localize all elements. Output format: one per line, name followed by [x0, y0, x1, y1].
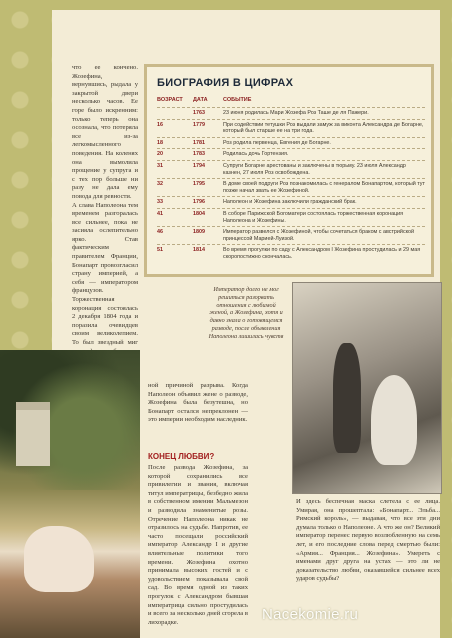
- header-age: ВОЗРАСТ: [157, 97, 183, 103]
- engraving-caption: Император долго не мог решиться разорвать отношения с любимой женой, а Жозефина, хотя и давно знала о готовящемся разводе, после объявления Наполеона лишилась чувств: [208, 286, 284, 340]
- timeline-box: [144, 64, 434, 277]
- left-column-text: что ее кончено. Жозефина, вернувшись, рыдала у закрытой двери несколько часов. Ее горе было искренним: только теперь она осознала, что потеряла все из-за легкомысленного поведения. На коленях она вымолила прощение у супруга и с тех пор больше ни разу не дала ему повода для ревности. А слава Наполеона тем временем разгоралась все сильнее, пока не засияла ослепительно ярко. Став фактическим правителем Франции, Бонапарт провозгласил страну империей, а себя — императором французов. Торжественная коронация состоялась 2 декабря 1804 года и поразила очевидцев своим великолепием. То был звездный миг: [72, 64, 138, 346]
- timeline-row: [157, 137, 425, 149]
- row-event: 23 июня родилась Мари Жозефа Роз Таше де ля Пажери.: [223, 110, 369, 116]
- painting-temple: [16, 402, 50, 466]
- mid-column-top-text: ной причиной разрыва. Когда Наполеон объявил жене о разводе, Жозефина была безутешна, но Бонапарт остался непреклонен — это империи необходим наследник.: [148, 382, 248, 424]
- row-age: 31: [157, 162, 163, 169]
- row-event: Роз родила первенца, Евгения де Богарне.: [223, 139, 331, 146]
- row-age: 46: [157, 229, 163, 236]
- napoleon-figure: [333, 343, 361, 453]
- timeline-title: БИОГРАФИЯ В ЦИФРАХ: [157, 77, 294, 89]
- josephine-figure: [371, 375, 417, 465]
- row-date: 1763: [193, 110, 205, 116]
- row-date: 1804: [193, 210, 205, 217]
- row-event: Родилась дочь Гортензия.: [223, 151, 289, 158]
- row-date: 1809: [193, 229, 205, 236]
- row-date: 1794: [193, 162, 205, 169]
- timeline-row: [157, 226, 425, 244]
- timeline-row: [157, 148, 425, 160]
- row-date: 1783: [193, 151, 205, 158]
- header-date: ДАТА: [193, 97, 208, 103]
- row-event: В доме своей подруги Роз познакомилась с генералом Бонапартом, который тут позже начал звать ее Жозефиной.: [223, 181, 425, 194]
- timeline-row: [157, 107, 425, 119]
- header-event: СОБЫТИЕ: [223, 97, 252, 103]
- row-event: Император развелся с Жозефиной, чтобы сочетаться браком с австрийской принцессой Марией-Луизой.: [223, 229, 415, 242]
- row-event: При содействии тетушки Роз выдали замуж за виконта Александра де Богарне, который был старше ее на три года.: [223, 121, 424, 135]
- timeline-row: [157, 196, 425, 208]
- row-date: 1781: [193, 139, 205, 146]
- timeline-row: [157, 208, 425, 226]
- timeline-rows: [157, 107, 425, 263]
- row-age: 41: [157, 210, 163, 217]
- timeline-row: [157, 160, 425, 178]
- section-heading: КОНЕЦ ЛЮБВИ?: [148, 452, 215, 461]
- timeline-row: [157, 244, 425, 262]
- site-watermark: Nacekomie.ru: [262, 606, 359, 623]
- row-date: 1814: [193, 247, 205, 254]
- row-date: 1795: [193, 181, 205, 188]
- row-age: 51: [157, 247, 163, 254]
- right-column-text: И здесь беспечная маска слетела с ее лица. Умирая, она прошептала: «Бонапарт... Эльба... Римский король», — выдавая, что все эти дни думала только о Наполеоне. А что же он? Великий император перенес первую возлюбленную на семь лет, и его последние слова перед смертью были: «Армия... Франция... Жозефина». Умереть с именами друг друга на устах — это ли не доказательство любви, оказавшейся сильнее всех ударов судьбы?: [296, 498, 440, 583]
- engraving-image: [292, 282, 442, 494]
- row-age: 18: [157, 139, 163, 146]
- painting-lady: [24, 526, 94, 592]
- row-event: В соборе Парижской Богоматери состоялась торжественная коронация Наполеона и Жозефины.: [223, 210, 404, 224]
- row-age: 16: [157, 121, 163, 128]
- row-date: 1796: [193, 199, 205, 206]
- timeline-row: [157, 119, 425, 137]
- row-date: 1779: [193, 121, 205, 128]
- row-age: 32: [157, 181, 163, 188]
- garden-painting-image: [0, 350, 140, 638]
- row-event: Наполеон и Жозефина заключили гражданский брак.: [223, 199, 357, 206]
- row-age: 33: [157, 199, 163, 206]
- row-age: 20: [157, 151, 163, 158]
- row-event: Супруги Богарне арестованы и заключены в тюрьму. 23 июля Александр казнен, 27 июля Роз освобождена.: [223, 162, 406, 176]
- mid-column-text: После развода Жозефина, за которой сохранились все привилегии и звания, включая титул императрицы, безбедно жила в собственном имении Мальмезон и разводила знаменитые розы. Отречение Наполеона никак не отразилось на судьбе. Напротив, ее часто посещали российский император Александр I и другие влиятельные политики того времени. Жозефина охотно принимала высоких гостей и с удовольствием показывала свой сад. Во время одной из таких прогулок с Александром бывшая императрица сильно простудилась и всего за несколько дней сгорела в лихорадке.: [148, 464, 248, 626]
- timeline-row: [157, 178, 425, 196]
- row-event: Во время прогулки по саду с Александром I Жозефина простудилась и 29 мая скоропостижно скончалась.: [223, 247, 421, 260]
